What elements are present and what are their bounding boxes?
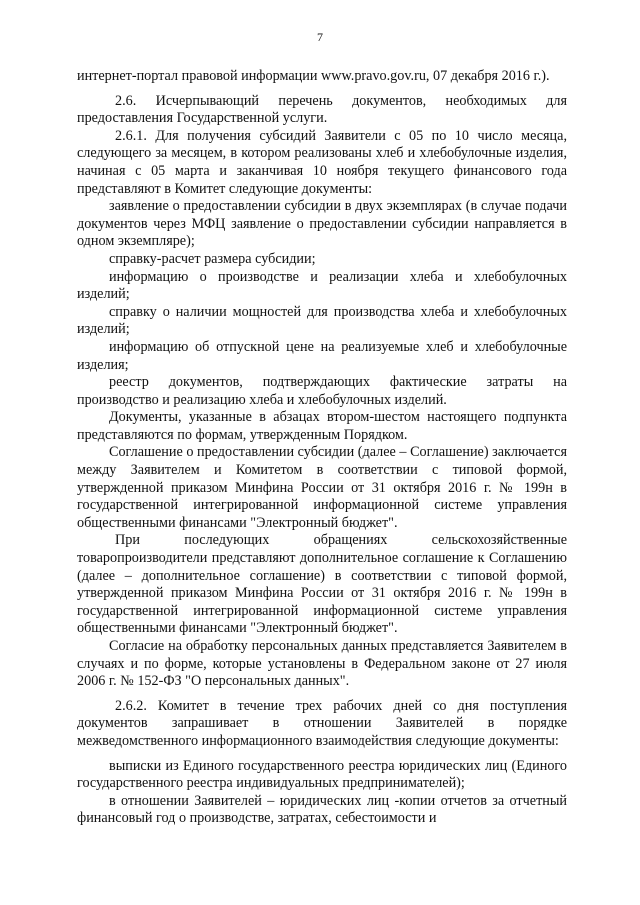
document-body <box>77 68 567 828</box>
list-item-egrul: выписки из Единого государственного реестра юридических лиц (Единого государственного реестра индивидуальных предпринимателей); <box>77 757 567 792</box>
paragraph-section-2-6-1: 2.6.1. Для получения субсидий Заявители с 05 по 10 число месяца, следующего за месяцем, в котором реализованы хлеб и хлебобулочные изделия, начиная с 05 марта и заканчивая 10 ноября текущего финансового года представляют в Комитет следующие документы: <box>77 127 567 197</box>
paragraph-additional-agreement: При последующих обращениях сельскохозяйственные товаропроизводители представляют дополнительное соглашение к Соглашению (далее – дополнительное соглашение) в соответствии с типовой формой, утвержденной приказом Минфина России от 31 октября 2016 г. № 199н в государственной интегрированной информационной системе управления общественными финансами "Электронный бюджет". <box>77 532 567 637</box>
list-item-price: информацию об отпускной цене на реализуемые хлеб и хлебобулочные изделия; <box>77 338 567 373</box>
paragraph-section-2-6: 2.6. Исчерпывающий перечень документов, необходимых для предоставления Государственной услуги. <box>77 92 567 127</box>
paragraph-forms: Документы, указанные в абзацах втором-шестом настоящего подпункта представляются по формам, утвержденным Порядком. <box>77 409 567 443</box>
list-item-reports: в отношении Заявителей – юридических лиц -копии отчетов за отчетный финансовый год о производстве, затратах, себестоимости и <box>77 792 567 827</box>
list-item-application: заявление о предоставлении субсидии в двух экземплярах (в случае подачи документов через МФЦ заявление о предоставлении субсидии направляется в одном экземпляре); <box>77 198 567 250</box>
list-item-production-info: информацию о производстве и реализации хлеба и хлебобулочных изделий; <box>77 268 567 303</box>
paragraph-personal-data: Согласие на обработку персональных данных представляется Заявителем в случаях и по форме, которые установлены в Федеральном законе от 27 июля 2006 г. № 152-ФЗ "О персональных данных". <box>77 638 567 690</box>
list-item-registry: реестр документов, подтверждающих фактические затраты на производство и реализацию хлеба и хлебобулочных изделий. <box>77 374 567 408</box>
page-number: 7 <box>317 30 323 44</box>
list-item-calculation: справку-расчет размера субсидии; <box>109 250 316 267</box>
paragraph-agreement: Соглашение о предоставлении субсидии (далее – Соглашение) заключается между Заявителем и Комитетом в соответствии с типовой формой, утвержденной приказом Минфина России от 31 октября 2016 г. № 199н в государственной интегрированной информационной системе управления общественными финансами "Электронный бюджет". <box>77 444 567 531</box>
paragraph-section-2-6-2: 2.6.2. Комитет в течение трех рабочих дней со дня поступления документов запрашивает в отношении Заявителей в порядке межведомственного информационного взаимодействия следующие документы: <box>77 697 567 749</box>
paragraph-source-continuation: интернет-портал правовой информации www.pravo.gov.ru, 07 декабря 2016 г.). <box>77 68 550 84</box>
list-item-capacity: справку о наличии мощностей для производства хлеба и хлебобулочных изделий; <box>77 303 567 338</box>
